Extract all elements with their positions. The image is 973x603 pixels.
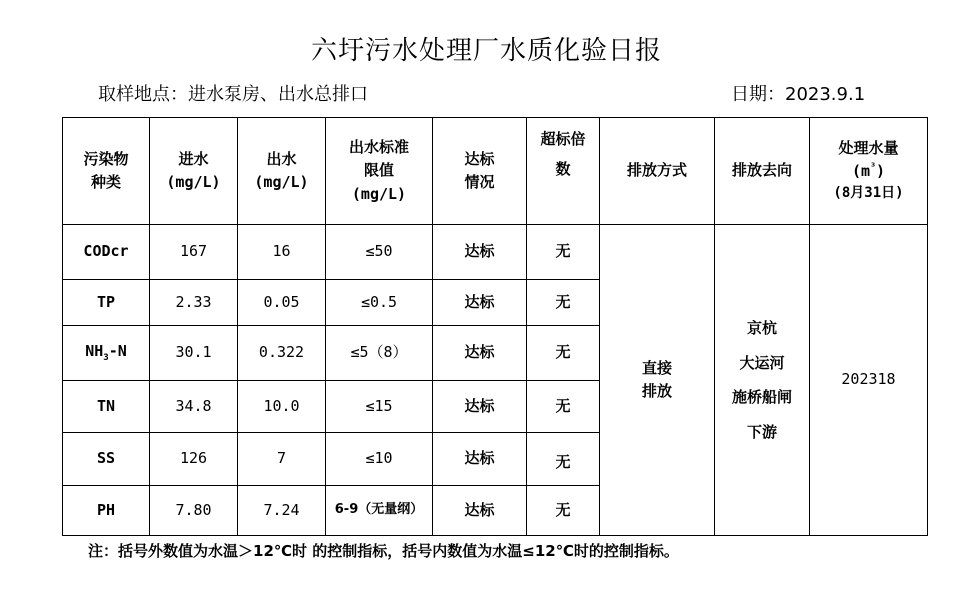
status-value: 达标 — [433, 280, 527, 326]
exceed-value: 无 — [527, 326, 600, 381]
inflow-value: 2.33 — [150, 280, 238, 326]
header-discharge-method: 排放方式 — [600, 118, 715, 225]
header-discharge-dest: 排放去向 — [715, 118, 810, 225]
header-status: 达标 情况 — [433, 118, 527, 225]
sampling-location: 取样地点：进水泵房、出水总排口 — [98, 84, 368, 105]
discharge-method-cell: 直接 排放 — [600, 225, 715, 536]
volume-cell: 202318 — [810, 225, 928, 536]
limit-value: ≤5（8） — [326, 326, 433, 381]
limit-value: ≤15 — [326, 381, 433, 433]
status-value: 达标 — [433, 326, 527, 381]
exceed-value: 无 — [527, 225, 600, 280]
status-value: 达标 — [433, 381, 527, 433]
status-value: 达标 — [433, 433, 527, 486]
header-inflow: 进水 (mg/L) — [150, 118, 238, 225]
header-exceed: 超标倍 数 — [527, 118, 600, 225]
pollutant-name: $NH_3-N$ — [63, 326, 150, 381]
inflow-value: 30.1 — [150, 326, 238, 381]
report-date: 日期：2023.9.1 — [731, 84, 866, 105]
header-pollutant: 污染物 种类 — [63, 118, 150, 225]
limit-value: ≤10 — [326, 433, 433, 486]
status-value: 达标 — [433, 486, 527, 536]
limit-value: ≤0.5 — [326, 280, 433, 326]
limit-value: 6-9（无量纲） — [326, 486, 433, 536]
table-row — [63, 225, 928, 280]
header-limit: 出水标准 限值 (mg/L) — [326, 118, 433, 225]
header-outflow: 出水 (mg/L) — [238, 118, 326, 225]
discharge-dest-cell: 京杭 大运河 施桥船闸 下游 — [715, 225, 810, 536]
inflow-value: 34.8 — [150, 381, 238, 433]
outflow-value: 7.24 — [238, 486, 326, 536]
footnote: 注：括号外数值为水温＞12℃时 的控制指标，括号内数值为水温≤12℃时的控制指标。 — [88, 542, 679, 560]
status-value: 达标 — [433, 225, 527, 280]
limit-value: ≤50 — [326, 225, 433, 280]
outflow-value: 16 — [238, 225, 326, 280]
pollutant-name: CODcr — [63, 225, 150, 280]
pollutant-name: TN — [63, 381, 150, 433]
exceed-value: 无 — [527, 280, 600, 326]
outflow-value: 7 — [238, 433, 326, 486]
page-title: 六圩污水处理厂水质化验日报 — [310, 36, 662, 66]
exceed-value: 无 — [527, 381, 600, 433]
exceed-value: 无 — [527, 433, 600, 486]
water-quality-table — [62, 117, 928, 536]
outflow-value: 0.05 — [238, 280, 326, 326]
header-volume: 处理水量 $(m^{^3})$ (8月31日) — [810, 118, 928, 225]
outflow-value: 10.0 — [238, 381, 326, 433]
header-row — [63, 118, 928, 225]
inflow-value: 7.80 — [150, 486, 238, 536]
pollutant-name: SS — [63, 433, 150, 486]
pollutant-name: TP — [63, 280, 150, 326]
pollutant-name: PH — [63, 486, 150, 536]
outflow-value: 0.322 — [238, 326, 326, 381]
exceed-value: 无 — [527, 486, 600, 536]
inflow-value: 126 — [150, 433, 238, 486]
inflow-value: 167 — [150, 225, 238, 280]
